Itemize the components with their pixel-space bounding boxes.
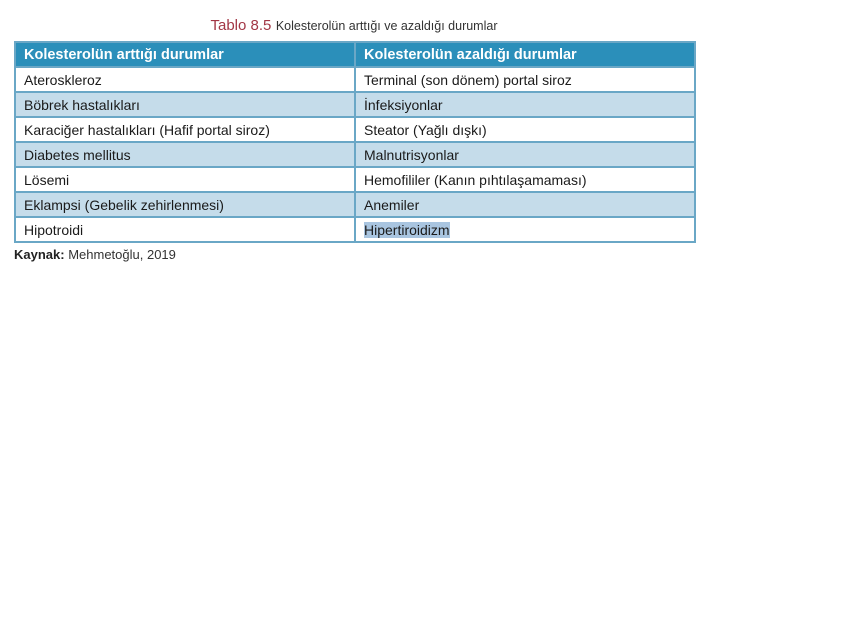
decrease-cell: Anemiler — [355, 192, 695, 217]
cholesterol-table — [14, 41, 696, 243]
source-label: Kaynak: — [14, 247, 65, 262]
decrease-cell[interactable] — [355, 217, 695, 242]
source-note — [14, 247, 176, 262]
table-caption — [0, 17, 708, 35]
selected-text[interactable]: Hipertiroidizm — [364, 221, 450, 238]
table-number: Tablo 8.5 — [210, 17, 272, 34]
increase-cell: Böbrek hastalıkları — [15, 92, 355, 117]
table-row — [15, 192, 695, 217]
increase-cell: Ateroskleroz — [15, 67, 355, 92]
table-title: Kolesterolün arttığı ve azaldığı durumlar — [275, 19, 498, 33]
header-decrease-cases: Kolesterolün azaldığı durumlar — [355, 42, 695, 67]
decrease-cell: Steator (Yağlı dışkı) — [355, 117, 695, 142]
table-row — [15, 117, 695, 142]
increase-cell: Diabetes mellitus — [15, 142, 355, 167]
table-row — [15, 92, 695, 117]
decrease-cell: Terminal (son dönem) portal siroz — [355, 67, 695, 92]
table-row — [15, 217, 695, 242]
increase-cell: Lösemi — [15, 167, 355, 192]
source-value: Mehmetoğlu, 2019 — [68, 247, 176, 262]
table-row — [15, 167, 695, 192]
table-header-row — [15, 42, 695, 67]
increase-cell: Eklampsi (Gebelik zehirlenmesi) — [15, 192, 355, 217]
decrease-cell: Malnutrisyonlar — [355, 142, 695, 167]
increase-cell: Karaciğer hastalıkları (Hafif portal siroz) — [15, 117, 355, 142]
table-row — [15, 67, 695, 92]
increase-cell: Hipotroidi — [15, 217, 355, 242]
header-increase-cases: Kolesterolün arttığı durumlar — [15, 42, 355, 67]
decrease-cell: İnfeksiyonlar — [355, 92, 695, 117]
decrease-cell: Hemofililer (Kanın pıhtılaşamaması) — [355, 167, 695, 192]
table-row — [15, 142, 695, 167]
